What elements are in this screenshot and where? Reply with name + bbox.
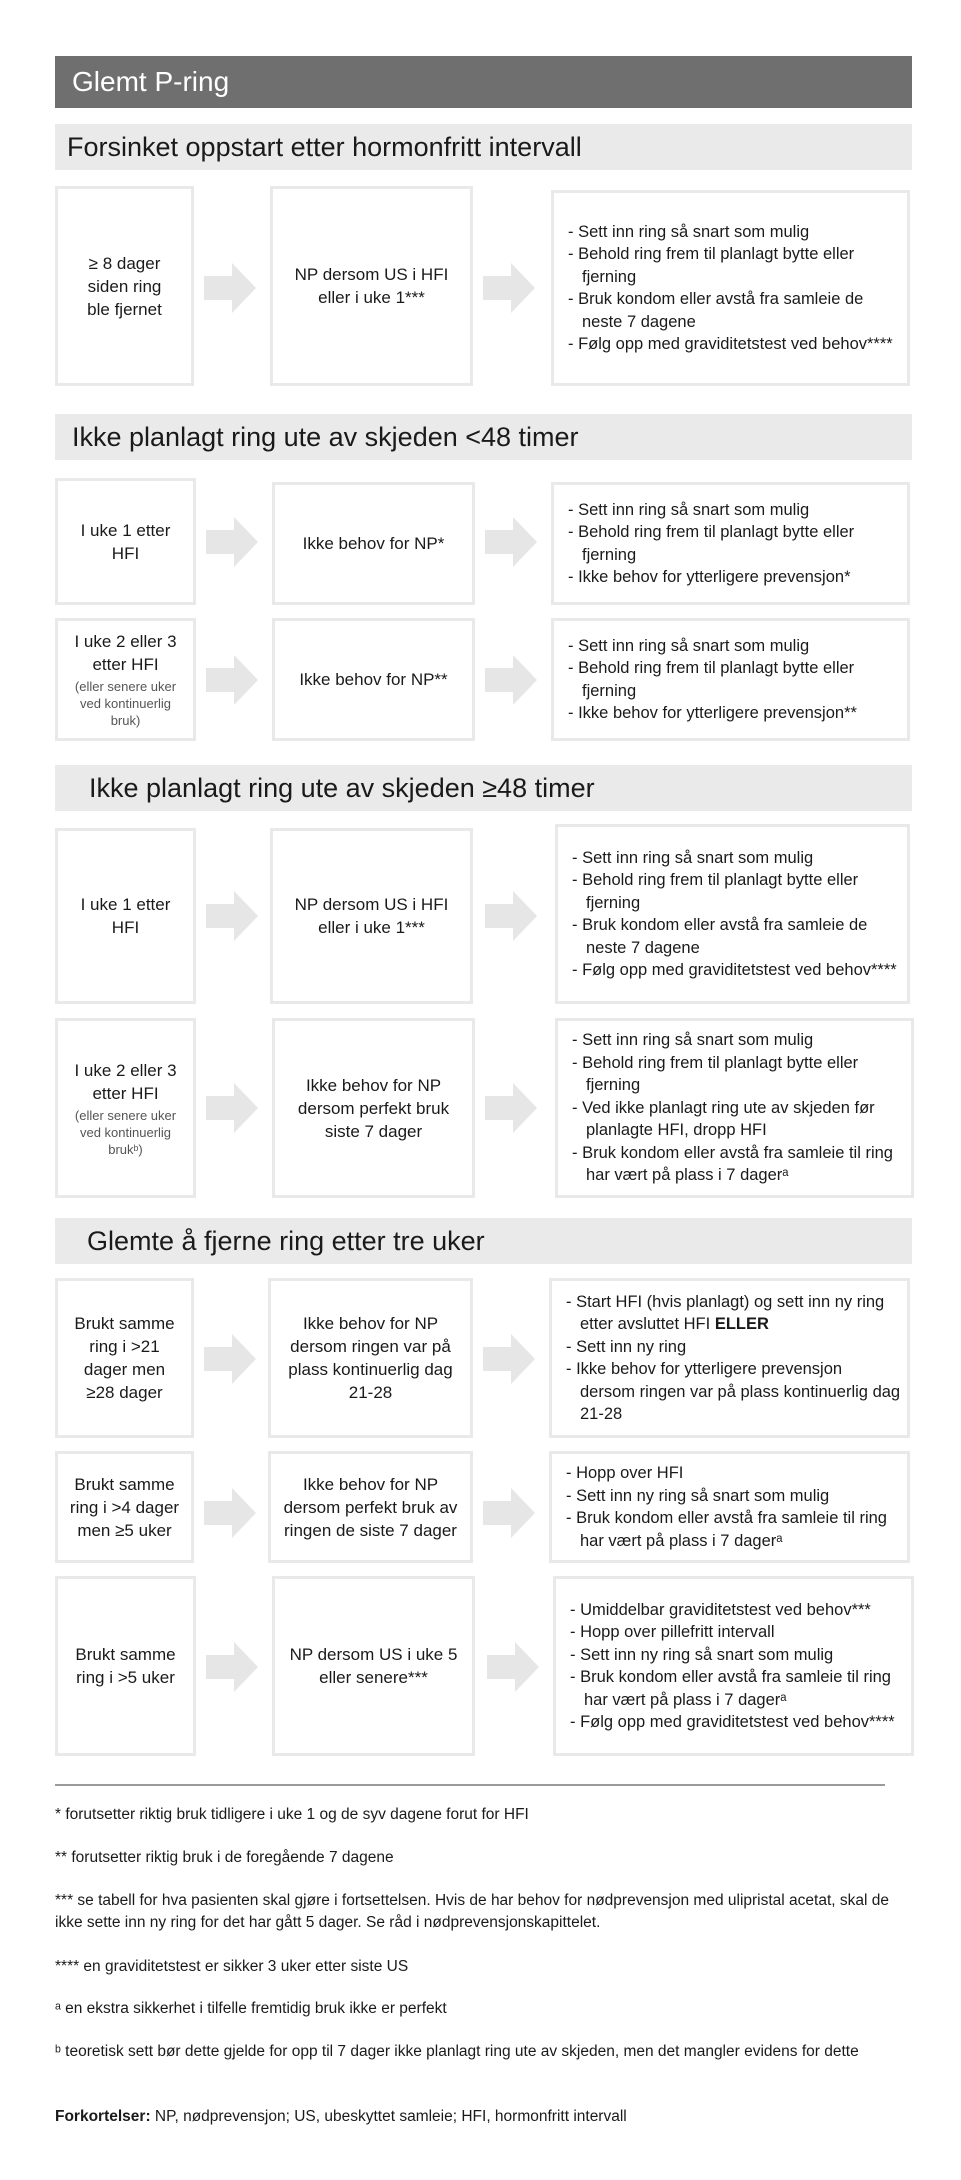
condition-box xyxy=(55,1018,196,1198)
condition-text: Brukt samme ring i >21 dager men ≥28 dager xyxy=(74,1314,175,1402)
arrow-icon xyxy=(485,655,537,705)
action-item: - Ikke behov for ytterligere prevensjon* xyxy=(568,566,901,589)
action-item: - Behold ring frem til planlagt bytte eller fjerning xyxy=(568,521,901,566)
condition-box xyxy=(55,478,196,605)
actions-box xyxy=(555,824,910,1004)
condition-box xyxy=(55,618,196,741)
action-item: - Bruk kondom eller avstå fra samleie til ring har vært på plass i 7 dagerᵃ xyxy=(566,1507,901,1552)
np-box xyxy=(270,186,473,386)
arrow-icon xyxy=(483,1488,535,1538)
arrow-icon xyxy=(485,1083,537,1133)
arrow-icon xyxy=(206,891,258,941)
action-item: - Ikke behov for ytterligere prevensjon** xyxy=(568,702,901,725)
np-text: Ikke behov for NP dersom perfekt bruk siste 7 dager xyxy=(297,1075,450,1141)
abbreviations-text: NP, nødprevensjon; US, ubeskyttet samleie; HFI, hormonfritt intervall xyxy=(150,2108,627,2125)
footnote-divider xyxy=(55,1784,885,1786)
actions-box xyxy=(551,190,910,386)
actions-box xyxy=(549,1278,910,1438)
section-heading-over-48h: Ikke planlagt ring ute av skjeden ≥48 timer xyxy=(55,765,912,811)
condition-note: (eller senere uker ved kontinuerlig brukᵇ) xyxy=(74,1107,177,1157)
arrow-icon xyxy=(487,1642,539,1692)
np-box xyxy=(272,482,475,605)
np-text: NP dersom US i HFI eller i uke 1*** xyxy=(294,895,449,937)
np-box xyxy=(270,828,473,1004)
arrow-icon xyxy=(204,1334,256,1384)
condition-box xyxy=(55,1576,196,1756)
action-item: - Følg opp med graviditetstest ved behov**** xyxy=(568,333,901,356)
section-heading-under-48h: Ikke planlagt ring ute av skjeden <48 timer xyxy=(55,414,912,460)
actions-box xyxy=(551,482,910,605)
action-item: - Følg opp med graviditetstest ved behov**** xyxy=(572,959,901,982)
np-box xyxy=(268,1451,473,1563)
action-item: - Ikke behov for ytterligere prevensjon dersom ringen var på plass kontinuerlig dag 21-28 xyxy=(566,1358,901,1426)
condition-text: I uke 1 etter HFI xyxy=(80,895,171,937)
np-box xyxy=(272,1018,475,1198)
actions-box xyxy=(553,1576,914,1756)
action-item: - Behold ring frem til planlagt bytte eller fjerning xyxy=(568,243,901,288)
np-text: Ikke behov for NP dersom ringen var på plass kontinuerlig dag 21-28 xyxy=(288,1314,453,1402)
action-item: - Umiddelbar graviditetstest ved behov*** xyxy=(570,1599,905,1622)
footnote: ** forutsetter riktig bruk i de foregående 7 dagene xyxy=(55,1849,394,1866)
action-item: - Sett inn ring så snart som mulig xyxy=(568,635,901,658)
action-item: - Sett inn ny ring så snart som mulig xyxy=(566,1485,901,1508)
arrow-icon xyxy=(483,263,535,313)
action-item: - Sett inn ny ring så snart som mulig xyxy=(570,1644,905,1667)
arrow-icon xyxy=(206,517,258,567)
arrow-icon xyxy=(485,517,537,567)
np-box xyxy=(272,1576,475,1756)
page-title: Glemt P-ring xyxy=(55,56,912,108)
action-item: - Bruk kondom eller avstå fra samleie de neste 7 dagene xyxy=(572,914,901,959)
arrow-icon xyxy=(204,1488,256,1538)
footnote: ᵃ en ekstra sikkerhet i tilfelle fremtidig bruk ikke er perfekt xyxy=(55,2000,447,2017)
footnote: **** en graviditetstest er sikker 3 uker etter siste US xyxy=(55,1958,409,1975)
condition-box xyxy=(55,828,196,1004)
action-item: - Hopp over HFI xyxy=(566,1462,901,1485)
action-item: - Behold ring frem til planlagt bytte eller fjerning xyxy=(572,869,901,914)
abbreviations-label: Forkortelser: xyxy=(55,2108,151,2125)
np-text: Ikke behov for NP dersom perfekt bruk av ringen de siste 7 dager xyxy=(283,1474,458,1540)
section-heading-forgot-remove: Glemte å fjerne ring etter tre uker xyxy=(55,1218,912,1264)
action-item: - Bruk kondom eller avstå fra samleie de neste 7 dagene xyxy=(568,288,901,333)
arrow-icon xyxy=(483,1334,535,1384)
arrow-icon xyxy=(206,1083,258,1133)
arrow-icon xyxy=(206,655,258,705)
condition-text: I uke 2 eller 3 etter HFI xyxy=(74,1060,177,1103)
actions-box xyxy=(551,618,910,741)
action-item: - Sett inn ring så snart som mulig xyxy=(568,221,901,244)
action-or-emphasis: ELLER xyxy=(714,1315,769,1333)
condition-box xyxy=(55,1278,194,1438)
action-item: - Behold ring frem til planlagt bytte eller fjerning xyxy=(568,657,901,702)
condition-box xyxy=(55,1451,194,1563)
condition-text: Brukt samme ring i >4 dager men ≥5 uker xyxy=(69,1474,180,1540)
section-heading-delayed-start: Forsinket oppstart etter hormonfritt intervall xyxy=(55,124,912,170)
action-item: - Sett inn ring så snart som mulig xyxy=(572,1029,905,1052)
action-item: - Bruk kondom eller avstå fra samleie til ring har vært på plass i 7 dagerᵃ xyxy=(570,1666,905,1711)
condition-note: (eller senere uker ved kontinuerlig bruk) xyxy=(74,679,177,728)
abbreviations xyxy=(55,2106,895,2128)
condition-text: ≥ 8 dager siden ring ble fjernet xyxy=(87,253,162,319)
condition-text: Brukt samme ring i >5 uker xyxy=(75,1645,176,1687)
np-text: NP dersom US i HFI eller i uke 1*** xyxy=(294,265,449,307)
action-item: - Sett inn ny ring xyxy=(566,1336,901,1359)
np-text: Ikke behov for NP* xyxy=(302,534,445,553)
footnote: *** se tabell for hva pasienten skal gjøre i fortsettelsen. Hvis de har behov for nødprevensjon med ulipristal acetat, skal de ikke sette inn ny ring for det har gått 5 dager. Se råd i nødprevensjonskapittelet. xyxy=(55,1892,889,1931)
action-item: - Sett inn ring så snart som mulig xyxy=(572,847,901,870)
action-item: - Følg opp med graviditetstest ved behov**** xyxy=(570,1711,905,1734)
np-box xyxy=(268,1278,473,1438)
action-item: - Sett inn ring så snart som mulig xyxy=(568,499,901,522)
action-text: Start HFI (hvis planlagt) og sett inn ny ring etter avsluttet HFI xyxy=(576,1292,885,1333)
action-item: - Ved ikke planlagt ring ute av skjeden før planlagte HFI, dropp HFI xyxy=(572,1097,905,1142)
arrow-icon xyxy=(485,891,537,941)
arrow-icon xyxy=(204,263,256,313)
footnote: ᵇ teoretisk sett bør dette gjelde for opp til 7 dager ikke planlagt ring ute av skjeden, men det mangler evidens for dette xyxy=(55,2043,859,2060)
condition-text: I uke 1 etter HFI xyxy=(80,520,171,563)
condition-box xyxy=(55,186,194,386)
np-text: Ikke behov for NP** xyxy=(299,670,448,689)
actions-box xyxy=(549,1451,910,1563)
action-item: - Hopp over pillefritt intervall xyxy=(570,1621,905,1644)
np-box xyxy=(272,618,475,741)
footnote: * forutsetter riktig bruk tidligere i uke 1 og de syv dagene forut for HFI xyxy=(55,1806,529,1823)
action-item: - Bruk kondom eller avstå fra samleie til ring har vært på plass i 7 dagerᵃ xyxy=(572,1142,905,1187)
arrow-icon xyxy=(206,1642,258,1692)
actions-box xyxy=(555,1018,914,1198)
condition-text: I uke 2 eller 3 etter HFI xyxy=(74,632,177,674)
np-text: NP dersom US i uke 5 eller senere*** xyxy=(289,1645,458,1687)
action-item xyxy=(566,1291,901,1336)
action-item: - Behold ring frem til planlagt bytte eller fjerning xyxy=(572,1052,905,1097)
